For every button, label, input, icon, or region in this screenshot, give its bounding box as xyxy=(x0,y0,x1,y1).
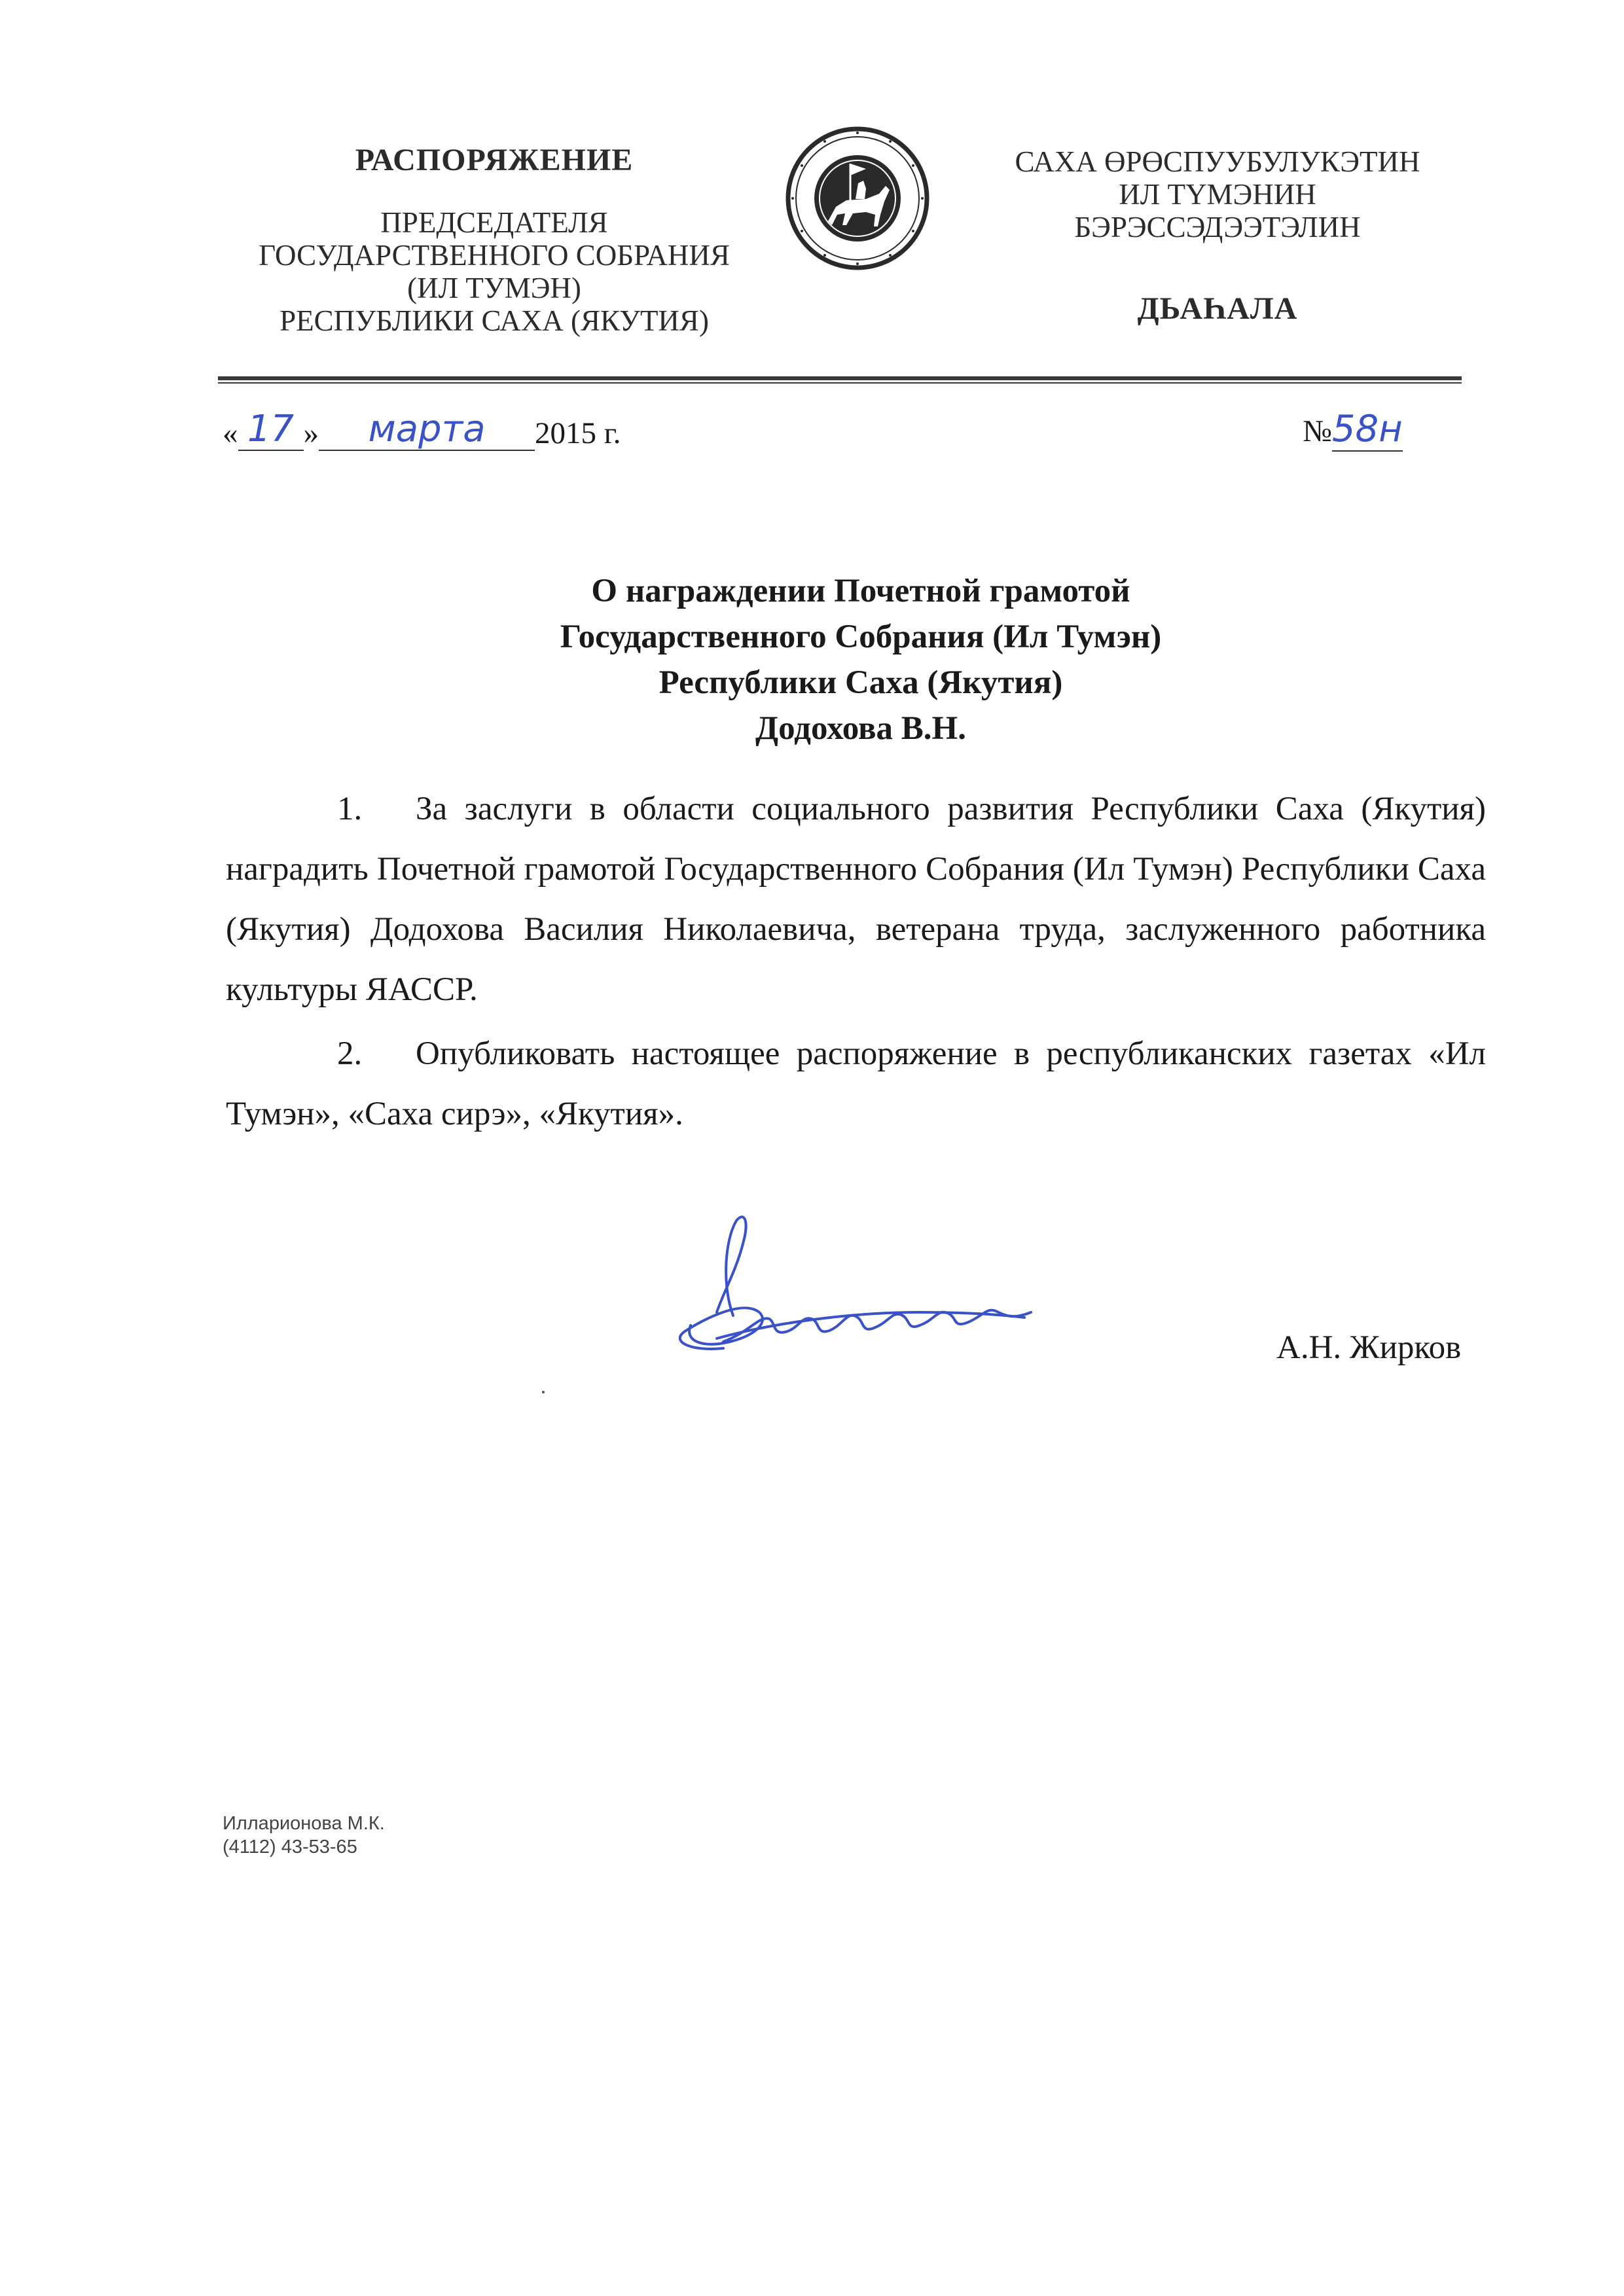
date-month-handwritten: марта xyxy=(319,409,535,451)
subject-line: Республики Саха (Якутия) xyxy=(659,664,1063,701)
number-prefix: № xyxy=(1303,414,1332,448)
paragraph-number: 1. xyxy=(337,791,363,827)
executor-info xyxy=(223,1812,385,1859)
date-day-handwritten: 17 xyxy=(238,409,304,451)
date-year: 2015 г. xyxy=(535,416,621,450)
header-right-line: ИЛ ТҮМЭНИН xyxy=(1119,178,1316,211)
subject-line: О награждении Почетной грамотой xyxy=(591,573,1130,609)
header-left-line: РЕСПУБЛИКИ САХА (ЯКУТИЯ) xyxy=(280,304,709,337)
header-right-line: БЭРЭССЭДЭЭТЭЛИН xyxy=(1074,211,1361,243)
subject-line: Додохова В.Н. xyxy=(755,710,966,747)
document-body xyxy=(226,779,1486,1148)
signer-name: А.Н. Жирков xyxy=(1276,1329,1462,1366)
handwritten-signature xyxy=(645,1208,1057,1378)
paragraph-number: 2. xyxy=(337,1035,363,1072)
paragraph-text: За заслуги в области социального развития Республики Саха (Якутия) наградить Почетной грамотой Государственного Собрания (Ил Тумэн) Республики Саха (Якутия) Додохова Василия Николаевича, ветерана труда, заслуженного работника культуры ЯАССР. xyxy=(226,791,1486,1008)
document-subject xyxy=(216,568,1506,751)
header-right-line: САХА ӨРӨСПУУБУЛУКЭТИН xyxy=(1015,145,1420,178)
date-close-quote: » xyxy=(303,416,319,450)
republic-emblem-icon xyxy=(782,123,933,274)
subject-line: Государственного Собрания (Ил Тумэн) xyxy=(560,619,1162,655)
body-paragraph xyxy=(226,779,1486,1020)
header-divider-thin xyxy=(218,382,1462,384)
order-title-ru: РАСПОРЯЖЕНИЕ xyxy=(355,143,634,177)
header-left-line: ПРЕДСЕДАТЕЛЯ xyxy=(380,206,608,239)
executor-name: Илларионова М.К. xyxy=(223,1813,385,1834)
body-paragraph xyxy=(226,1024,1486,1144)
header-right-block xyxy=(969,145,1466,329)
order-title-sakha: ДЬАҺАЛА xyxy=(1137,291,1298,326)
header-divider xyxy=(218,376,1462,380)
executor-phone: (4112) 43-53-65 xyxy=(223,1837,357,1857)
paragraph-text: Опубликовать настоящее распоряжение в республиканских газетах «Ил Тумэн», «Саха сирэ», «Якутия». xyxy=(226,1035,1486,1132)
document-date xyxy=(223,409,621,455)
document-number xyxy=(1303,409,1403,455)
speck xyxy=(542,1391,545,1393)
date-open-quote: « xyxy=(223,416,238,450)
header-left-block xyxy=(216,141,772,337)
number-handwritten: 58н xyxy=(1331,408,1403,450)
header-left-line: ГОСУДАРСТВЕННОГО СОБРАНИЯ xyxy=(259,239,730,272)
header-left-line: (ИЛ ТУМЭН) xyxy=(407,272,581,304)
